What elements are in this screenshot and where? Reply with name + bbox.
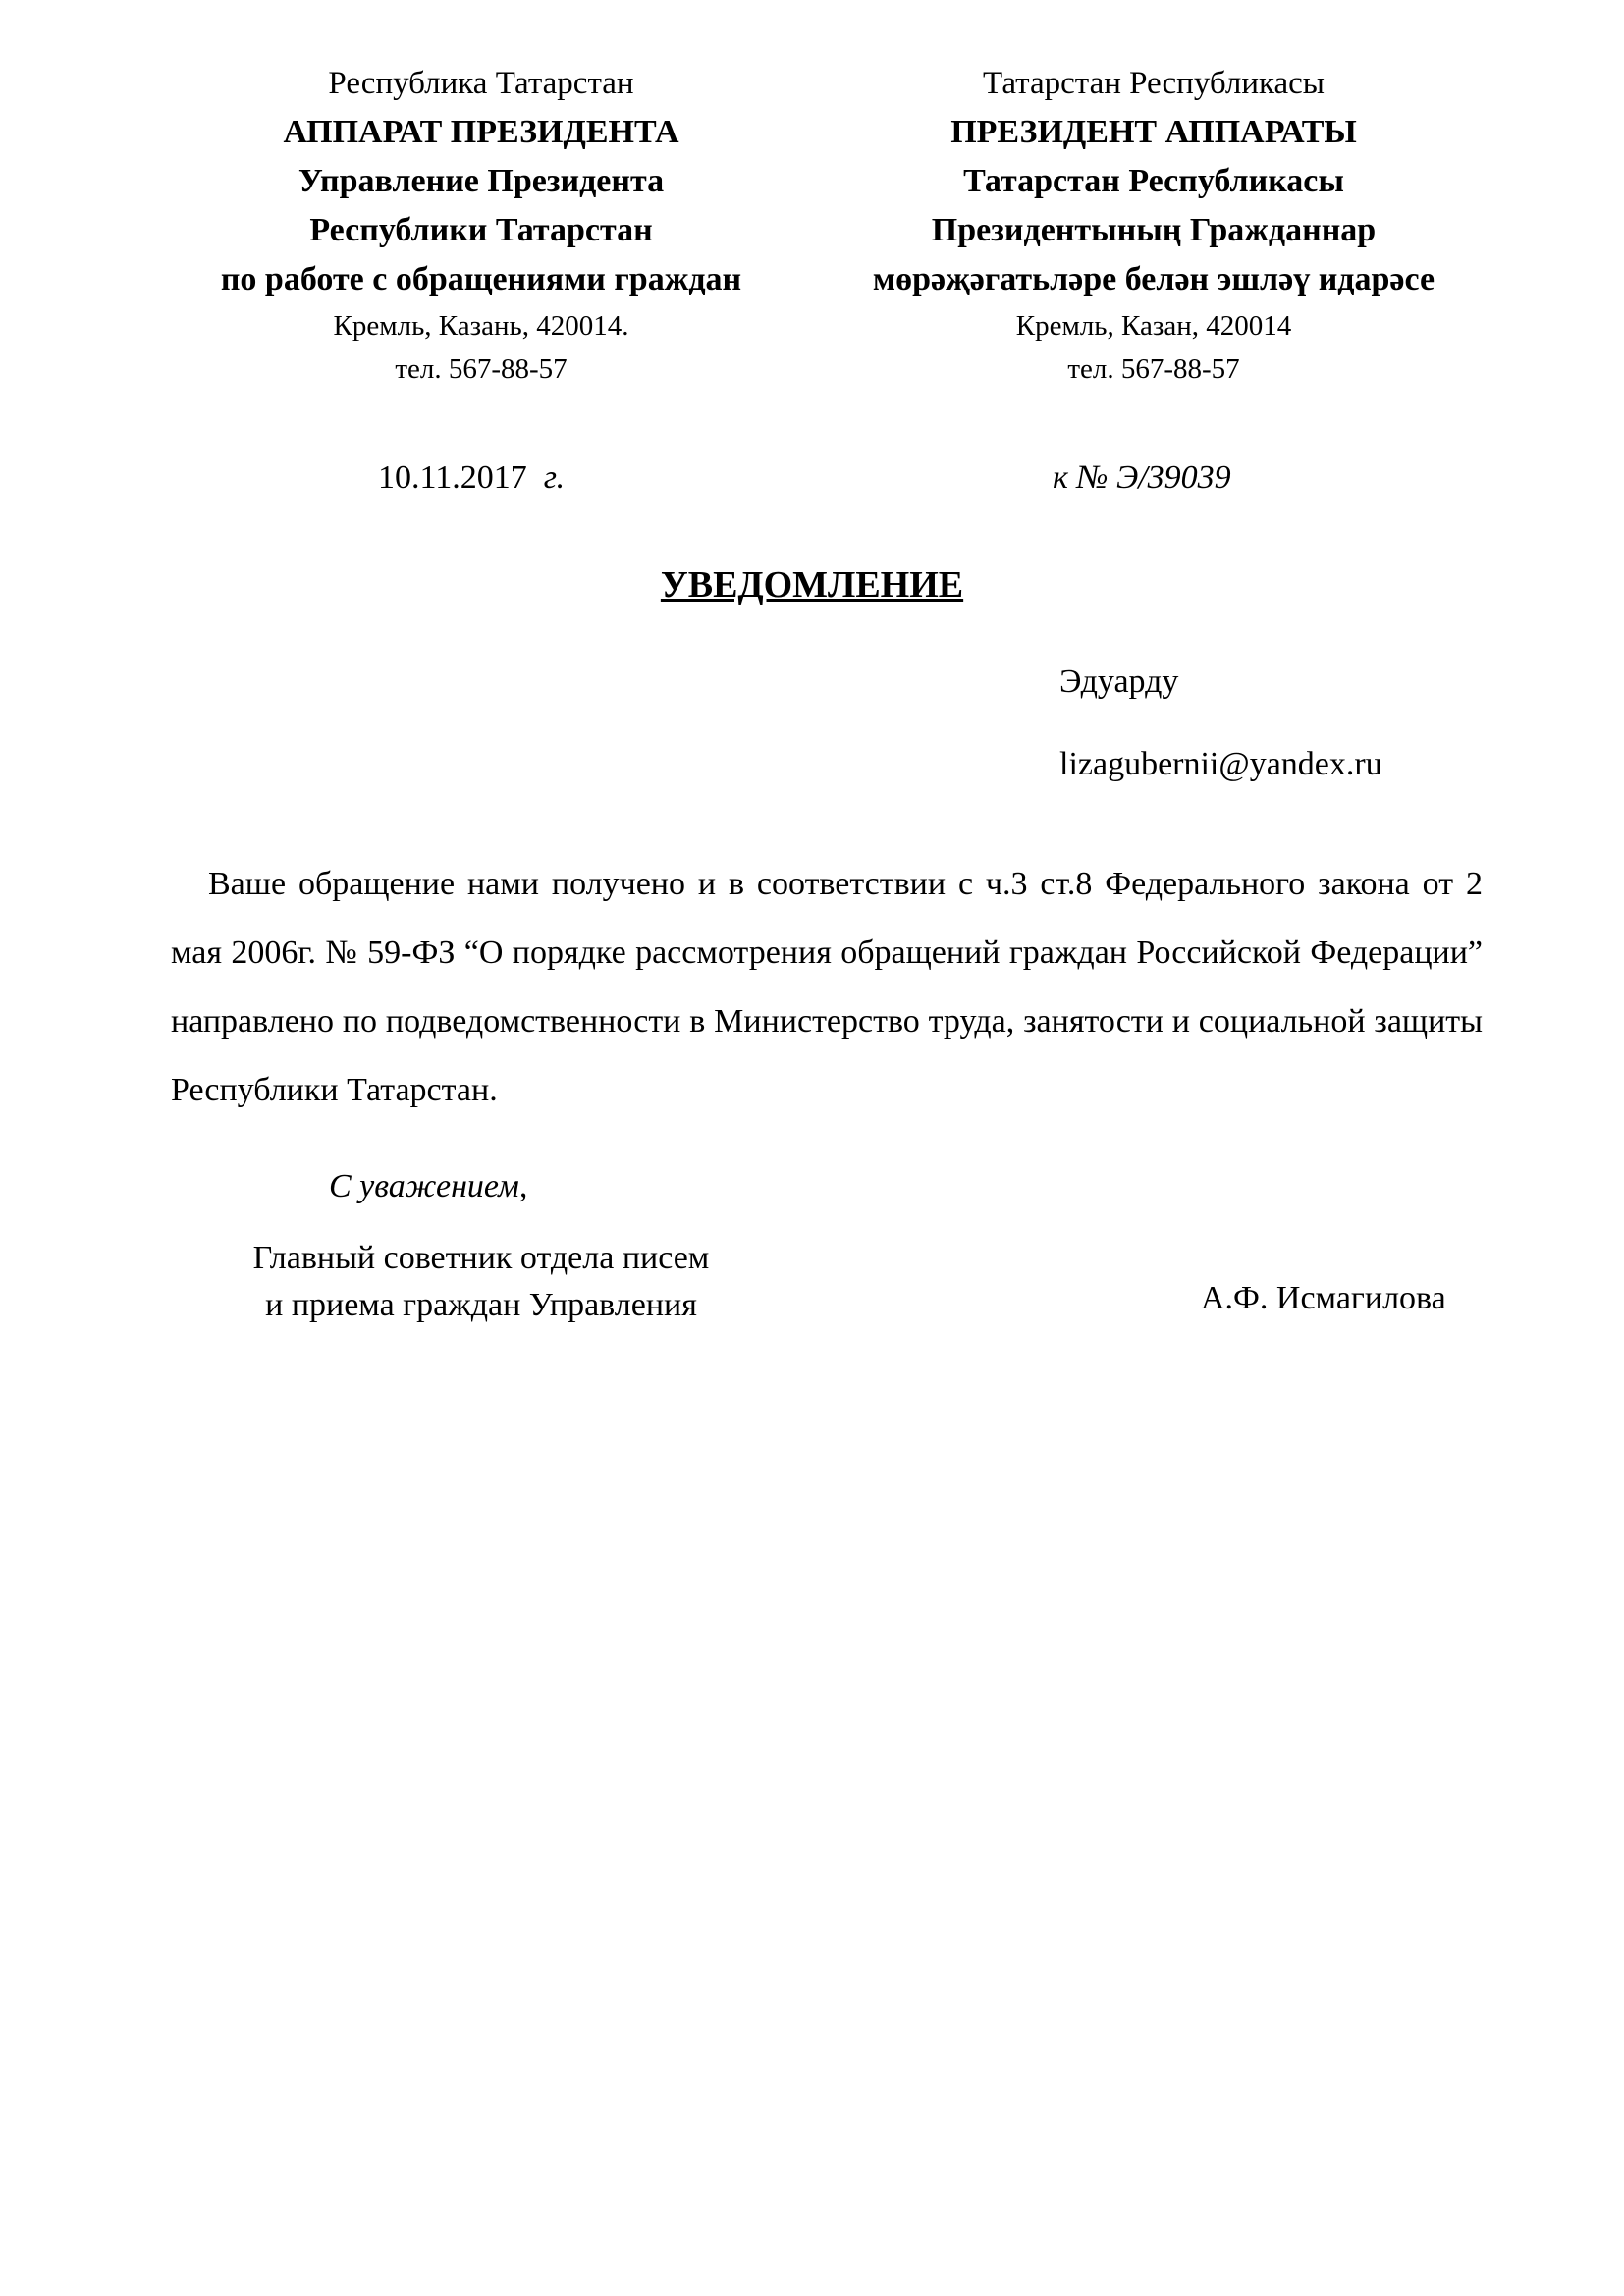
header-left-phone: тел. 567-88-57 <box>395 353 568 385</box>
header-right-phone: тел. 567-88-57 <box>1067 353 1240 385</box>
header-left-department-line1: Управление Президента <box>298 163 665 199</box>
recipient-email: lizagubernii@yandex.ru <box>1059 746 1382 782</box>
notification-body: Ваше обращение нами получено и в соответствии с ч.3 ст.8 Федерального закона от 2 мая 2006г. № 59-ФЗ “О порядке рассмотрения обращений граждан Российской Федерации” направлено по подведомственности в Министерство труда, занятости и социальной защиты Республики Татарстан. <box>171 866 1483 1108</box>
document-title: УВЕДОМЛЕНИЕ <box>660 564 964 606</box>
header-left-department-line3: по работе с обращениями граждан <box>220 261 742 297</box>
document-date-value: 10.11.2017 <box>378 459 527 496</box>
header-right-republic: Татарстан Республикасы <box>983 66 1325 101</box>
header-right-address: Кремль, Казан, 420014 <box>1015 310 1292 342</box>
closing-phrase: С уважением, <box>329 1168 528 1204</box>
header-right-block <box>820 59 1488 391</box>
document-reference: к № Э/39039 <box>1053 459 1231 496</box>
header-right-department-line3: мөрәҗәгатьләре белән эшләү идарәсе <box>872 261 1435 297</box>
signer-title-line1: Главный советник отдела писем <box>252 1240 710 1276</box>
document-date-suffix: г. <box>543 459 566 496</box>
signer-name: А.Ф. Исмагилова <box>1201 1280 1446 1316</box>
header-right-department-line2: Президентының Гражданнар <box>931 212 1377 248</box>
recipient-name: Эдуарду <box>1059 664 1179 700</box>
document-date <box>378 459 565 497</box>
header-right-department-line1: Татарстан Республикасы <box>963 163 1344 199</box>
header-left-department-line2: Республики Татарстан <box>309 212 653 248</box>
header-left-address: Кремль, Казань, 420014. <box>333 310 629 342</box>
signer-title <box>177 1235 785 1329</box>
header-left-office: АППАРАТ ПРЕЗИДЕНТА <box>283 114 679 150</box>
signer-title-line2: и приема граждан Управления <box>265 1287 697 1323</box>
header-left-block <box>177 59 785 391</box>
header-right-office: ПРЕЗИДЕНТ АППАРАТЫ <box>950 114 1357 150</box>
header-left-republic: Республика Татарстан <box>328 66 634 101</box>
